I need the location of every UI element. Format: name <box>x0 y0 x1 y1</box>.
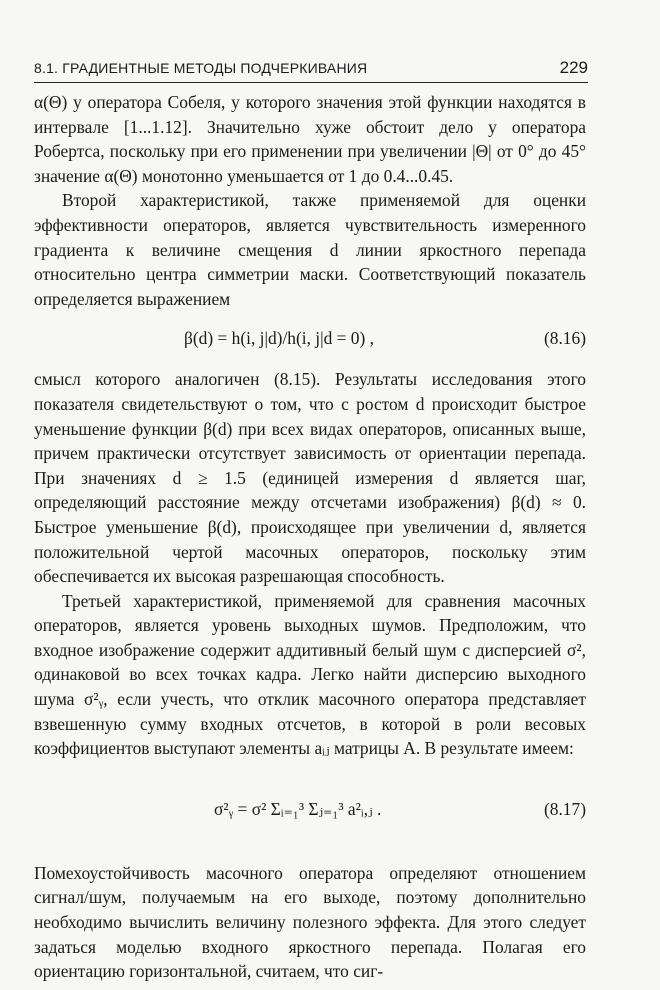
equation-number: (8.17) <box>543 798 586 819</box>
equation-formula: σ²ᵧ = σ² Σᵢ₌₁³ Σⱼ₌₁³ a²ᵢ,ⱼ . <box>214 798 382 819</box>
running-header <box>34 58 588 83</box>
paragraph-5: Помехоустойчивость масочного оператора определяют отношением сигнал/шум, получаемым на его выходе, поэтому дополнительно необходимо вычислить величину полезного эффекта. Для этого следует задаться моделью входного яркостного перепада. Полагая его ориентацию горизонтальной, считаем, что сиг- <box>34 862 586 982</box>
paragraph-1: α(Θ) у оператора Собеля, у которого значения этой функции находятся в интервале [1...1.12]. Значительно хуже обстоит дело у оператора Робертса, поскольку при его применении при увеличении |Θ| от 0° до 45° значение α(Θ) монотонно уменьшается от 1 до 0.4...0.45. <box>34 92 586 186</box>
text-body <box>34 90 586 984</box>
equation-8-17 <box>34 767 586 851</box>
equation-8-16 <box>34 315 586 361</box>
running-title: 8.1. ГРАДИЕНТНЫЕ МЕТОДЫ ПОДЧЕРКИВАНИЯ <box>34 60 368 76</box>
paragraph-2: Второй характеристикой, также применяемой для оценки эффективности операторов, является чувствительность измеренного градиента к величине смещения d линии яркостного перепада относительно центра симметрии маски. Соответствующий показатель определяется выражением <box>34 190 586 309</box>
paragraph-4: Третьей характеристикой, применяемой для сравнения масочных операторов, является уровень выходных шумов. Предположим, что входное изображение содержит аддитивный белый шум с дисперсией σ², одинаковой во всех точках кадра. Легко найти дисперсию выходного шума σ²ᵧ, если учесть, что отклик масочного оператора представляет взвешенную сумму входных отсчетов, в которой в роли весовых коэффициентов выступают элементы aᵢⱼ матрицы A. В результате имеем: <box>34 590 586 759</box>
equation-number: (8.16) <box>543 328 586 349</box>
paragraph-3: смысл которого аналогичен (8.15). Результаты исследования этого показателя свидетельствуют о том, что с ростом d происходит быстрое уменьшение функции β(d) при всех видах операторов, описанных выше, причем практически отсутствует зависимость от ориентации перепада. При значениях d ≥ 1.5 (единицей измерения d является шаг, определяющий расстояние между отсчетами изображения) β(d) ≈ 0. Быстрое уменьшение β(d), происходящее при увеличении d, является положительной чертой масочных операторов, поскольку этим обеспечивается их высокая разрешающая способность. <box>34 369 586 587</box>
equation-formula: β(d) = h(i, j|d)/h(i, j|d = 0) , <box>184 328 374 349</box>
page-number: 229 <box>559 58 588 77</box>
